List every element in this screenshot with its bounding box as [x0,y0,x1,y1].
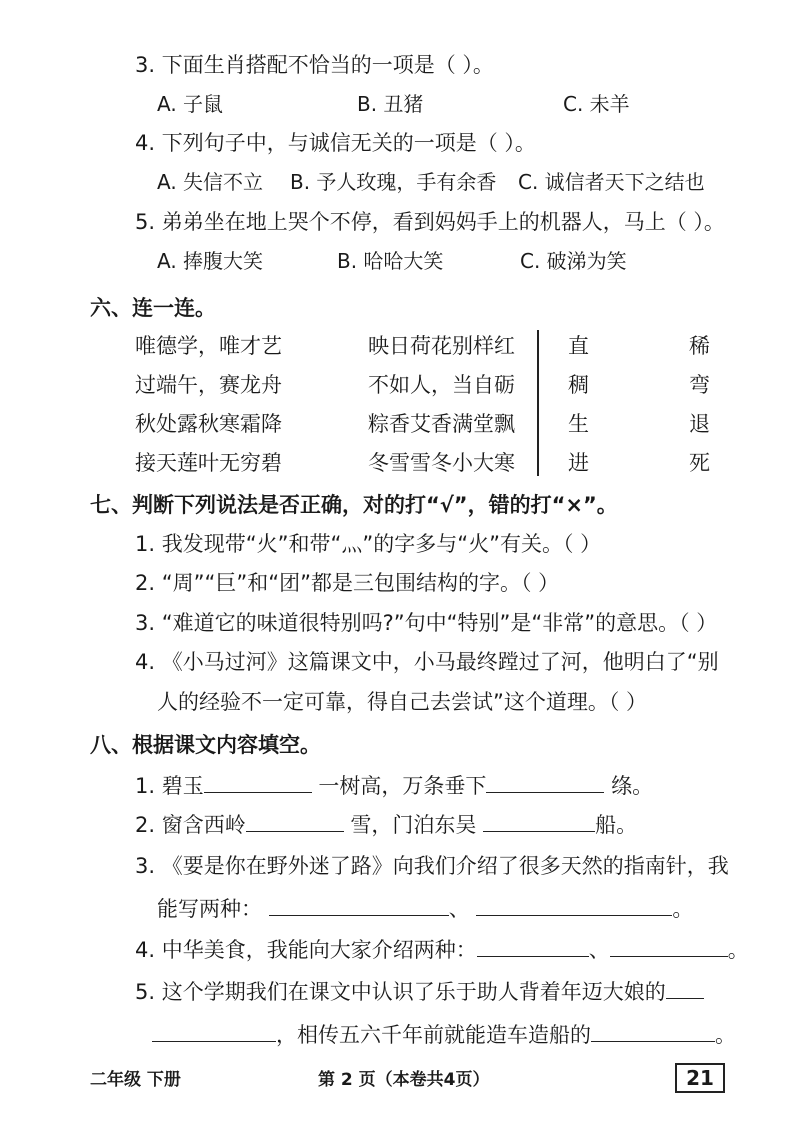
q8-item5-blank-2[interactable] [591,1021,715,1042]
q6-char-b: 退 [689,412,710,436]
q8-item2-blank-2[interactable] [483,811,595,832]
q8-item4-text: 4. 中华美食，我能向大家介绍两种： [135,938,477,962]
q6-middle-item: 不如人，当自砺 [368,373,515,397]
q8-item4-blank-2[interactable] [610,936,728,957]
q7-item4-line2: 人的经验不一定可靠，得自己去尝试”这个道理。（ ） [157,690,648,714]
q6-middle-item: 冬雪雪冬小大寒 [368,451,515,475]
q6-left-item: 接天莲叶无穷碧 [135,451,282,475]
q8-item3-blank-1[interactable] [269,895,449,916]
q6-left-item: 过端午，赛龙舟 [135,373,282,397]
q8-heading: 八、根据课文内容填空。 [90,733,321,757]
q8-item2 [135,811,637,839]
q5-item5-stem: 5. 弟弟坐在地上哭个不停，看到妈妈手上的机器人，马上（ ）。 [135,210,725,234]
q8-item1-text-a: 1. 碧玉 [135,774,204,798]
q8-item3-line2 [157,895,693,923]
q8-item3-blank-2[interactable] [476,895,672,916]
q5-item5-option-b: B. 哈哈大笑 [337,249,444,273]
q6-left-item: 唯德学，唯才艺 [135,334,282,358]
q8-item5-blank-1a[interactable] [666,978,704,999]
q8-item5-text: 5. 这个学期我们在课文中认识了乐于助人背着年迈大娘的 [135,980,666,1004]
q8-item4 [135,936,749,964]
q8-item1-text-b: 一树高，万条垂下 [318,774,487,798]
q6-char-b: 弯 [689,373,710,397]
q5-item4-stem: 4. 下列句子中，与诚信无关的一项是（ ）。 [135,131,536,155]
q5-item3-option-c: C. 未羊 [563,92,630,116]
q8-item3-end: 。 [672,897,694,921]
q8-item5-text-mid: ，相传五六千年前就能造车造船的 [276,1023,591,1047]
q7-item1: 1. 我发现带“火”和带“灬”的字多与“火”有关。（ ） [135,532,602,556]
q6-char-b: 死 [689,451,710,475]
q8-item2-text-c: 船。 [595,813,638,837]
q7-heading: 七、判断下列说法是否正确，对的打“√”，错的打“×”。 [90,493,618,517]
q8-item3-line1: 3. 《要是你在野外迷了路》向我们介绍了很多天然的指南针，我 [135,854,729,878]
q8-item2-text-a: 2. 窗含西岭 [135,813,246,837]
q8-item1 [135,772,653,800]
q6-middle-item: 粽香艾香满堂飘 [368,412,515,436]
q5-item3-option-b: B. 丑猪 [357,92,424,116]
q8-item3-text: 能写两种： [157,897,262,921]
q8-item2-blank-1[interactable] [246,811,344,832]
q6-char-b: 稀 [689,334,710,358]
q6-char-a: 直 [568,334,589,358]
q6-heading: 六、连一连。 [90,296,216,320]
q8-item4-sep: 、 [588,938,610,962]
q5-item3-stem: 3. 下面生肖搭配不恰当的一项是（ ）。 [135,53,494,77]
footer-page-info: 第 2 页（本卷共4页） [318,1070,490,1090]
q5-item4-option-b: B. 予人玫瑰，手有余香 [290,170,497,194]
q6-divider-line [537,330,539,476]
q7-item2: 2. “周”“巨”和“团”都是三包围结构的字。（ ） [135,571,560,595]
q5-item5-option-c: C. 破涕为笑 [520,249,627,273]
q8-item5-line2 [152,1021,736,1049]
q5-item4-option-a: A. 失信不立 [157,170,264,194]
q6-char-a: 稠 [568,373,589,397]
q7-item4-line1: 4. 《小马过河》这篇课文中，小马最终蹚过了河，他明白了“别 [135,650,719,674]
q5-item5-option-a: A. 捧腹大笑 [157,249,264,273]
q8-item2-text-b: 雪，门泊东吴 [350,813,477,837]
q7-item3: 3. “难道它的味道很特别吗?”句中“特别”是“非常”的意思。（ ） [135,611,718,635]
q8-item5-end: 。 [715,1023,736,1047]
page-number-box: 21 [675,1063,725,1093]
q8-item1-text-c: 绦。 [611,774,654,798]
q6-left-item: 秋处露秋寒霜降 [135,412,282,436]
q8-item4-blank-1[interactable] [477,936,589,957]
footer-grade: 二年级 下册 [90,1070,181,1090]
q8-item1-blank-2[interactable] [486,772,604,793]
q8-item3-sep: 、 [448,897,470,921]
q6-char-a: 进 [568,451,589,475]
q5-item4-option-c: C. 诚信者天下之结也 [518,170,705,194]
q8-item1-blank-1[interactable] [204,772,312,793]
q6-middle-item: 映日荷花别样红 [368,334,515,358]
q8-item4-end: 。 [727,938,749,962]
q8-item5-line1 [135,978,704,1006]
q8-item5-blank-1b[interactable] [152,1021,276,1042]
q6-char-a: 生 [568,412,589,436]
q5-item3-option-a: A. 子鼠 [157,92,224,116]
